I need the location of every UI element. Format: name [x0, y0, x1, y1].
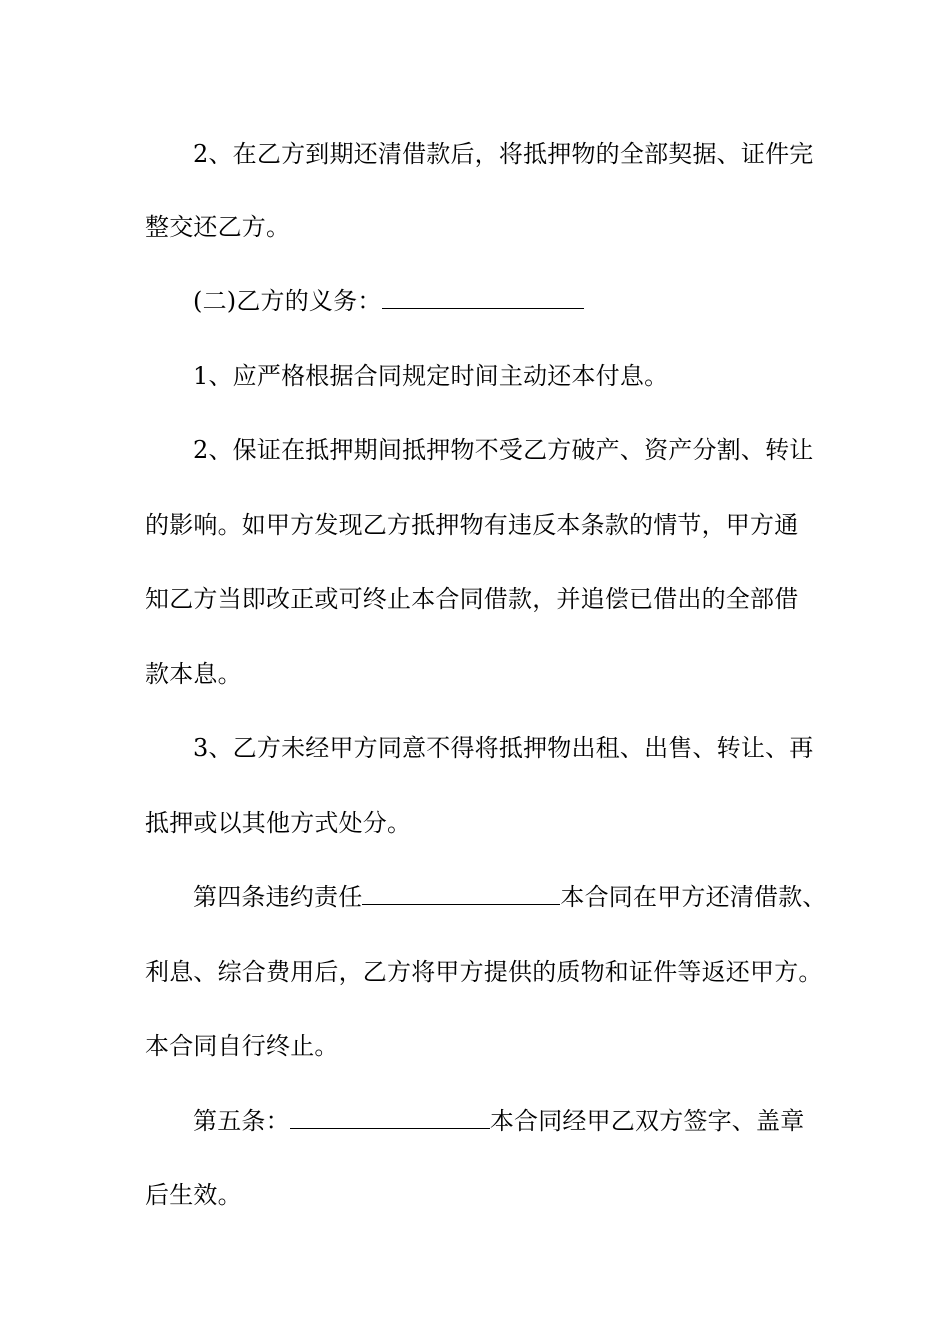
fill-in-blank [290, 1106, 490, 1129]
text: 整交还乙方。 [145, 213, 291, 241]
text: 本合同自行终止。 [145, 1032, 339, 1060]
paragraph-line [145, 957, 823, 987]
text: 本合同在甲方还清借款、 [560, 883, 827, 911]
fill-in-blank [382, 286, 584, 309]
article-heading-line [193, 882, 827, 912]
paragraph-line [193, 361, 668, 391]
paragraph-line [145, 1031, 339, 1061]
paragraph-line [193, 139, 813, 169]
paragraph-line [145, 584, 798, 614]
paragraph-line [145, 659, 242, 689]
text: 知乙方当即改正或可终止本合同借款，并追偿已借出的全部借 [145, 585, 799, 613]
text: 后生效。 [145, 1181, 242, 1209]
text: 抵押或以其他方式处分。 [145, 809, 412, 837]
fill-in-blank [362, 882, 560, 905]
paragraph-line [193, 733, 813, 763]
section-heading-line [193, 286, 584, 316]
paragraph-line [145, 212, 290, 242]
text: 第五条： [193, 1107, 290, 1135]
article-heading-line [193, 1106, 804, 1136]
text: 利息、综合费用后，乙方将甲方提供的质物和证件等返还甲方。 [145, 958, 823, 986]
text: 1、应严格根据合同规定时间主动还本付息。 [193, 362, 669, 390]
text: 2、在乙方到期还清借款后，将抵押物的全部契据、证件完 [193, 140, 814, 168]
text: 2、保证在抵押期间抵押物不受乙方破产、资产分割、转让 [193, 436, 814, 464]
text: 3、乙方未经甲方同意不得将抵押物出租、出售、转让、再 [193, 734, 814, 762]
paragraph-line [193, 435, 813, 465]
paragraph-line [145, 808, 411, 838]
text: 本合同经甲乙双方签字、盖章 [489, 1107, 805, 1135]
text: 款本息。 [145, 660, 242, 688]
text: (二)乙方的义务： [193, 287, 382, 315]
paragraph-line [145, 510, 798, 540]
text: 的影响。如甲方发现乙方抵押物有违反本条款的情节，甲方通 [145, 511, 799, 539]
paragraph-line [145, 1180, 242, 1210]
text: 第四条违约责任 [193, 883, 363, 911]
